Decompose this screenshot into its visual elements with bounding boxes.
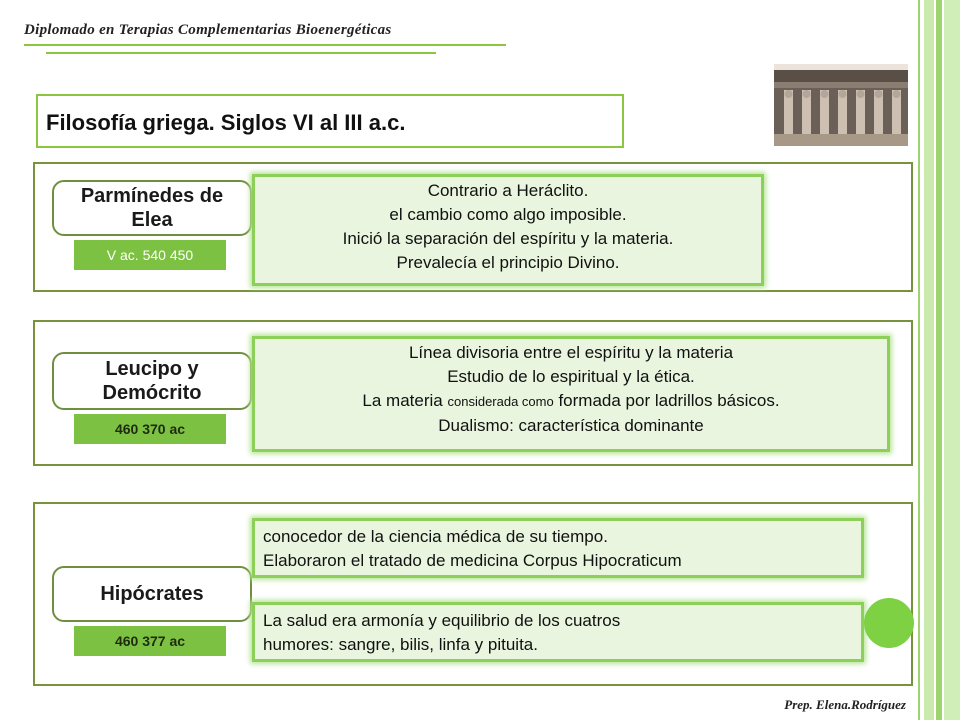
green-circle-decoration [864, 598, 914, 648]
philosopher-name-parmenides [52, 180, 252, 236]
info-line-part: formada por ladrillos básicos. [558, 391, 780, 410]
info-line: humores: sangre, bilis, linfa y pituita. [263, 635, 538, 654]
info-line [255, 389, 887, 414]
date-tag-parmenides: V ac. 540 450 [74, 240, 226, 270]
philosopher-name-hipocrates [52, 566, 252, 622]
header-rule-bottom [46, 52, 436, 54]
slide-title: Filosofía griega. Siglos VI al III a.c. [36, 94, 624, 148]
info-line: Dualismo: característica dominante [438, 416, 704, 435]
philosopher-name-text: Hipócrates [100, 583, 204, 605]
info-line-part-small: considerada como [447, 394, 554, 409]
info-line: Estudio de lo espiritual y la ética. [447, 367, 695, 386]
info-line: conocedor de la ciencia médica de su tiempo. [263, 527, 608, 546]
philosopher-name-leucipo-democrito [52, 352, 252, 410]
info-line: el cambio como algo imposible. [389, 205, 627, 224]
decor-stripe-4 [944, 0, 960, 720]
info-line: Contrario a Heráclito. [427, 181, 589, 200]
info-line: La salud era armonía y equilibrio de los cuatros [263, 611, 621, 630]
decor-stripe-2 [924, 0, 934, 720]
info-line: Elaboraron el tratado de medicina Corpus Hipocraticum [263, 551, 682, 570]
date-tag-hipocrates: 460 377 ac [74, 626, 226, 656]
date-tag-leucipo-democrito: 460 370 ac [74, 414, 226, 444]
course-title: Diplomado en Terapias Complementarias Bioenergéticas [24, 22, 392, 38]
philosopher-name-text: Parmínedes de Elea [80, 185, 224, 231]
decor-stripe-3 [936, 0, 942, 720]
info-box-hipocrates-2 [252, 602, 864, 662]
greek-temple-photo [774, 64, 908, 146]
caryatids-illustration [774, 64, 908, 146]
info-box-leucipo-democrito [252, 336, 890, 452]
info-line: Inició la separación del espíritu y la materia. [342, 229, 674, 248]
info-box-parmenides [252, 174, 764, 286]
info-box-hipocrates-1 [252, 518, 864, 578]
info-line: Prevalecía el principio Divino. [396, 253, 620, 272]
info-line: Línea divisoria entre el espíritu y la materia [408, 343, 734, 362]
info-line-part: La materia [362, 391, 443, 410]
author-credit: Prep. Elena.Rodríguez [784, 697, 906, 712]
header-rule-top [24, 44, 506, 46]
philosopher-name-text: Leucipo y Demócrito [102, 358, 202, 404]
decor-stripe-1 [918, 0, 920, 720]
